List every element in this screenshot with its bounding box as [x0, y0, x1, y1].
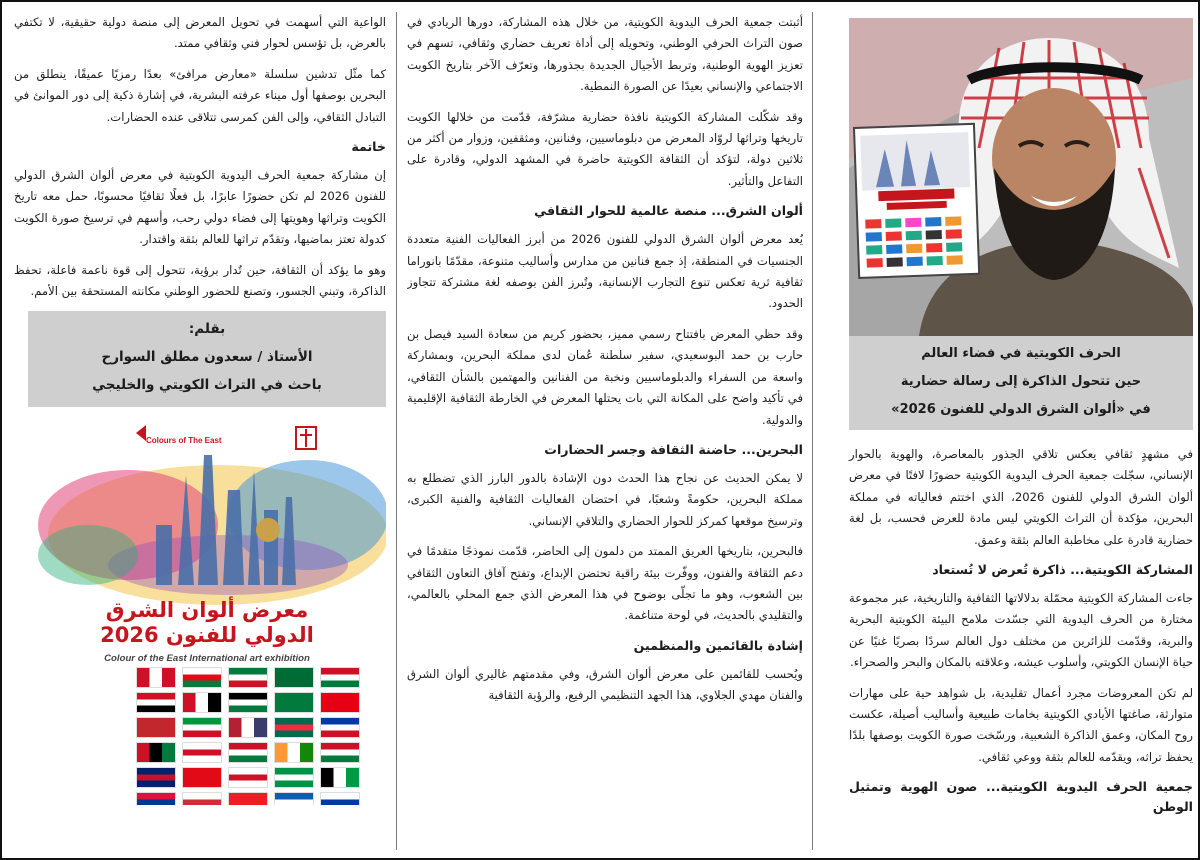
flag-icon — [136, 742, 176, 763]
flag-icon — [320, 792, 360, 805]
flag-icon — [320, 742, 360, 763]
section-heading: إشادة بالقائمين والمنظمين — [633, 637, 803, 653]
author-byline — [28, 311, 386, 407]
byline-label: بقلم: — [188, 321, 226, 338]
paragraph: وقد شكّلت المشاركة الكويتية نافذة حضارية مشرّفة، قدّمت من خلالها الكويت تاريخها وتراثها لروّاد المعرض من دبلوماسيين، وفنانين، ومثقفين، وزوار من أكثر من ثلاثين دولة، لتؤكد أن الثقافة الكويتية حاضرة في المشهد الدولي، وقادرة على التفاعل والتأثير. — [407, 109, 803, 188]
author-title: باحث في التراث الكويتي والخليجي — [92, 377, 322, 394]
flag-icon — [228, 717, 268, 738]
exhibition-poster — [28, 415, 386, 805]
flag-icon — [320, 667, 360, 688]
poster-title-line-1: معرض ألوان الشرق — [105, 598, 309, 623]
section-heading: جمعية الحرف اليدوية الكويتية... صون الهوية وتمثيل الوطن — [849, 779, 1193, 815]
section-heading: المشاركة الكويتية... ذاكرة تُعرض لا تُستعاد — [932, 562, 1193, 578]
flag-icon — [274, 717, 314, 738]
section-heading: البحرين... حاضنة الثقافة وجسر الحضارات — [544, 441, 803, 457]
paragraph: يُعد معرض ألوان الشرق الدولي للفنون 2026 من أبرز الفعاليات الفنية متعددة الجنسيات في المنطقة، إذ جمع فنانين من مدارس وأساليب متنوعة، مقدّمًا بانوراما ثقافية ثرية تعكس تنوع التجارب الإنسانية، وتُبرز الفن بوصفه لغة مشتركة تتجاوز الحدود. — [407, 232, 803, 311]
flag-grid — [136, 667, 386, 805]
flag-icon — [274, 767, 314, 788]
intro-paragraph: في مشهدٍ ثقافي يعكس تلاقي الجذور بالمعاصرة، والهوية بالحوار الإنساني، سجّلت جمعية الحرف اليدوية الكويتية حضورًا لافتًا في معرض ألوان الشرق الدولي للفنون 2026، الذي اختتم فعالياته في مملكة البحرين، مؤكدة أن التراث الكويتي ليس مادة للعرض فحسب، بل لغة حضارية قادرة على مخاطبة العالم بثقة وعمق. — [849, 447, 1193, 547]
flag-icon — [320, 767, 360, 788]
flag-icon — [136, 692, 176, 713]
flag-icon — [136, 667, 176, 688]
author-photo — [849, 18, 1193, 336]
flag-icon — [136, 792, 176, 805]
poster-subtitle: Colour of the East International art exhibition — [104, 653, 310, 665]
flag-icon — [228, 742, 268, 763]
author-name: الأستاذ / سعدون مطلق السوارح — [101, 349, 313, 366]
right-column-text — [849, 444, 1193, 817]
poster-title-line-2: الدولي للفنون 2026 — [100, 623, 314, 648]
paragraph: ويُحسب للقائمين على معرض ألوان الشرق، وفي مقدمتهم غاليري ألوان الشرق والفنان مهدي الجلاوي، هذا الجهد التنظيمي الرفيع، والرؤية الثقافية — [407, 666, 803, 703]
paragraph: فالبحرين، بتاريخها العريق الممتد من دلمون إلى الحاضر، قدّمت نموذجًا متقدمًا في دعم الثقافة والفنون، ووفّرت بيئة راقية تحتضن الإبداع، وتفتح آفاق التعاون الثقافي بين الشعوب، وهو ما تجلّى بوضوح في هذا المعرض الذي جمع المحلي بالعالمي، والتقليدي بالحديث، في لوحة متناغمة. — [407, 544, 803, 623]
flag-icon — [182, 767, 222, 788]
middle-column — [407, 12, 803, 850]
flag-icon — [182, 742, 222, 763]
paragraph: لا يمكن الحديث عن نجاح هذا الحدث دون الإشادة بالدور البارز الذي تضطلع به مملكة البحرين، حكومةً وشعبًا، في احتضان الفعاليات الثقافية والفنية الكبرى، وترسيخ موقعها كمركز للحوار الحضاري والتلاقي الإنساني. — [407, 470, 803, 528]
column-divider — [396, 12, 397, 850]
paragraph: الواعية التي أسهمت في تحويل المعرض إلى منصة دولية حقيقية، لا تكتفي بالعرض، بل تؤسس لحوار فني وثقافي ممتد. — [14, 15, 386, 51]
flag-icon — [182, 792, 222, 805]
paragraph: لم تكن المعروضات مجرد أعمال تقليدية، بل شواهد حية على مهارات متوارثة، صاغتها الأيادي الكويتية بخامات طبيعية وأساليب أصيلة، عكست روح المكان، وعمق الذاكرة الشعبية، ورسّخت صورة الكويت بوصفها بلدًا يحفظ تراثه، ويقدّمه للعالم بثقة ووعي ثقافي. — [849, 685, 1193, 764]
paragraph: جاءت المشاركة الكويتية محمّلة بدلالاتها الثقافية والتاريخية، عبر مجموعة مختارة من الحرف اليدوية التي جسّدت ملامح البيئة الكويتية البحرية والبرية، وقدّمت للزائرين من مختلف دول العالم سردًا بصريًا غنيًا عن حياة الإنسان الكويتي، وأسلوب عيشه، وعلاقته بالمكان والبحر والصحراء. — [849, 591, 1193, 670]
flag-icon — [182, 667, 222, 688]
flag-icon — [274, 667, 314, 688]
paragraph: كما مثّل تدشين سلسلة «معارض مرافئ» بعدًا رمزيًا عميقًا، ينطلق من البحرين بوصفها أول ميناء عرفته البشرية، في إشارة ذكية إلى دور الموانئ في التبادل الثقافي، وإلى الفن كمرسى تتلاقى عنده الحضارات. — [14, 66, 386, 124]
flag-icon — [228, 767, 268, 788]
paragraph: إن مشاركة جمعية الحرف اليدوية الكويتية في معرض ألوان الشرق الدولي للفنون 2026 لم تكن حضورًا عابرًا، بل فعلًا ثقافيًا محسوبًا، حمل معه تاريخ الكويت وتراثها وهويتها إلى فضاء دولي رحب، وأسهم في ترسيخ صورة الكويت كدولة تعتز بماضيها، وتقدّم تراثها للعالم بثقة واقتدار. — [14, 168, 386, 247]
flag-icon — [274, 742, 314, 763]
flag-icon — [136, 717, 176, 738]
flag-icon — [320, 692, 360, 713]
photo-caption — [849, 336, 1193, 430]
flag-icon — [228, 692, 268, 713]
left-column — [14, 12, 386, 850]
paragraph: وقد حظي المعرض بافتتاح رسمي مميز، بحضور كريم من سعادة السيد فيصل بن حارب بن حمد البوسعيدي، سفير سلطنة عُمان لدى مملكة البحرين، وبمشاركة واسعة من السفراء والدبلوماسيين ونخبة من الفنانين والمهتمين بالشأن الثقافي، في تأكيد واضح على المكانة التي بات يحتلها المعرض في الخارطة الثقافية الإقليمية والدولية. — [407, 326, 803, 427]
flag-icon — [228, 667, 268, 688]
caption-line-2: حين تتحول الذاكرة إلى رسالة حضارية — [900, 374, 1142, 389]
flag-icon — [274, 792, 314, 805]
section-heading: خاتمة — [351, 139, 386, 155]
poster-brand-en: Colours of The East — [146, 436, 222, 446]
section-heading: ألوان الشرق... منصة عالمية للحوار الثقافي — [534, 203, 803, 219]
portrait-illustration — [849, 18, 1193, 336]
flag-icon — [182, 717, 222, 738]
caption-line-1: الحرف الكويتية في فضاء العالم — [921, 346, 1121, 361]
right-column — [823, 12, 1193, 850]
paragraph: أثبتت جمعية الحرف اليدوية الكويتية، من خلال هذه المشاركة، دورها الريادي في صون التراث الحرفي الوطني، وتحويله إلى أداة تعريف حضاري وثقافي، تسهم في تعزيز الهوية الوطنية، وتربط الأجيال الجديدة بجذورها، وتعرّف الآخر بتاريخ الكويت الاجتماعي والإنساني بعيدًا عن الصورة النمطية. — [407, 15, 803, 94]
flag-icon — [274, 692, 314, 713]
caption-line-3: في «ألوان الشرق الدولي للفنون 2026» — [891, 402, 1151, 417]
flag-icon — [228, 792, 268, 805]
paragraph: وهو ما يؤكد أن الثقافة، حين تُدار برؤية، تتحول إلى قوة ناعمة فاعلة، تحفظ الذاكرة، وتبني الجسور، وتصنع للحضور الوطني مكانته المستحقة بين الأمم. — [14, 262, 386, 299]
flag-icon — [182, 692, 222, 713]
flag-icon — [320, 717, 360, 738]
column-divider — [812, 12, 813, 850]
flag-icon — [136, 767, 176, 788]
